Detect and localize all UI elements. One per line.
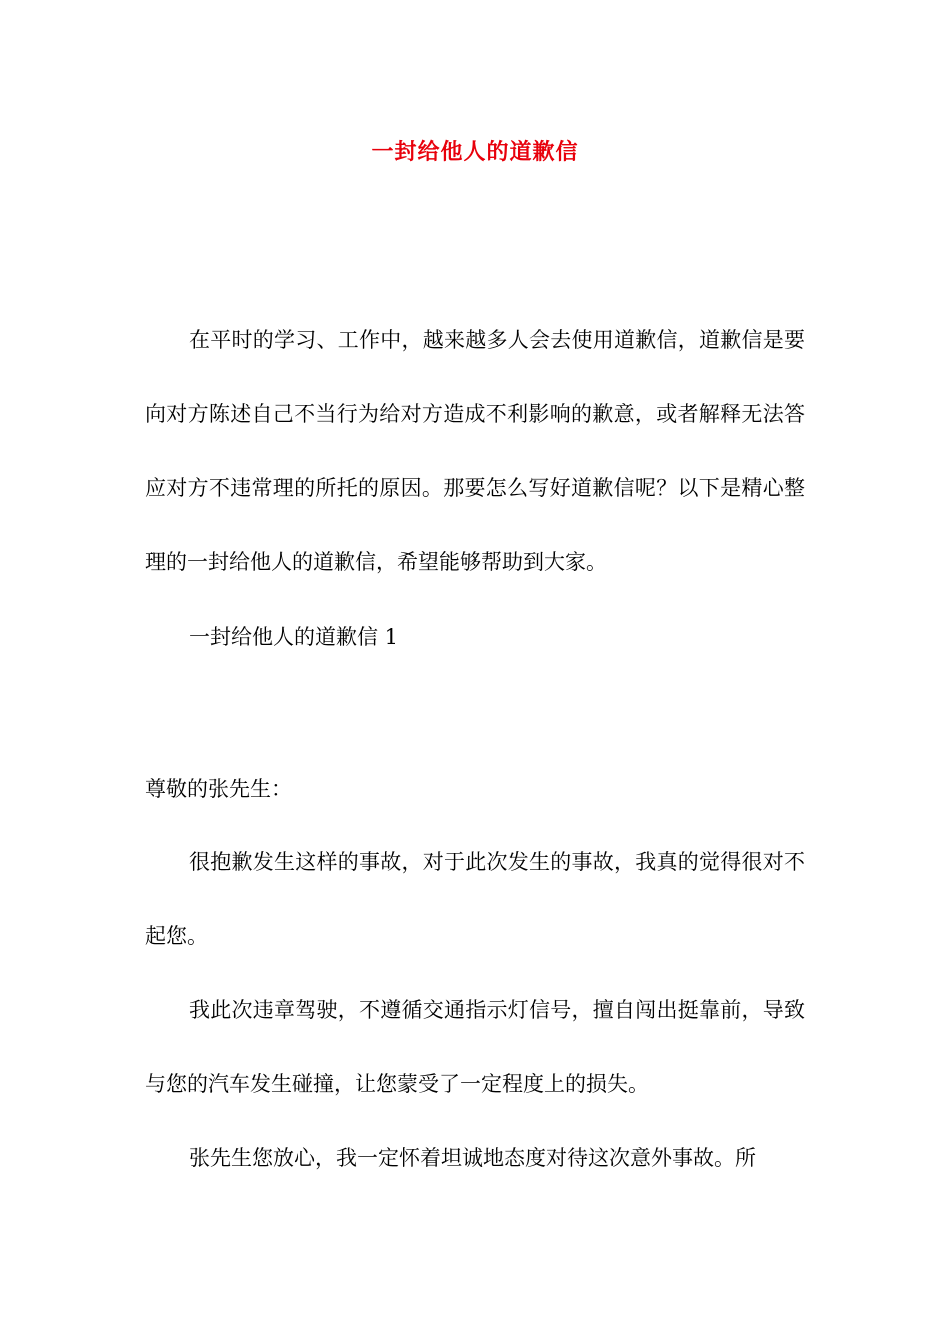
letter-paragraph: 我此次违章驾驶，不遵循交通指示灯信号，擅自闯出挺靠前，导致与您的汽车发生碰撞，让您蒙受了一定程度上的损失。	[145, 998, 805, 1096]
letter-paragraph: 很抱歉发生这样的事故，对于此次发生的事故，我真的觉得很对不起您。	[145, 850, 805, 948]
letter-salutation: 尊敬的张先生：	[145, 777, 292, 801]
document-title: 一封给他人的道歉信	[371, 139, 579, 165]
intro-paragraph: 在平时的学习、工作中，越来越多人会去使用道歉信，道歉信是要向对方陈述自己不当行为给对方造成不利影响的歉意，或者解释无法答应对方不违常理的所托的原因。那要怎么写好道歉信呢？以下是精心整理的一封给他人的道歉信，希望能够帮助到大家。	[145, 328, 805, 574]
letter-paragraph: 张先生您放心，我一定怀着坦诚地态度对待这次意外事故。所	[189, 1146, 756, 1170]
letter-heading: 一封给他人的道歉信 1	[189, 625, 399, 649]
